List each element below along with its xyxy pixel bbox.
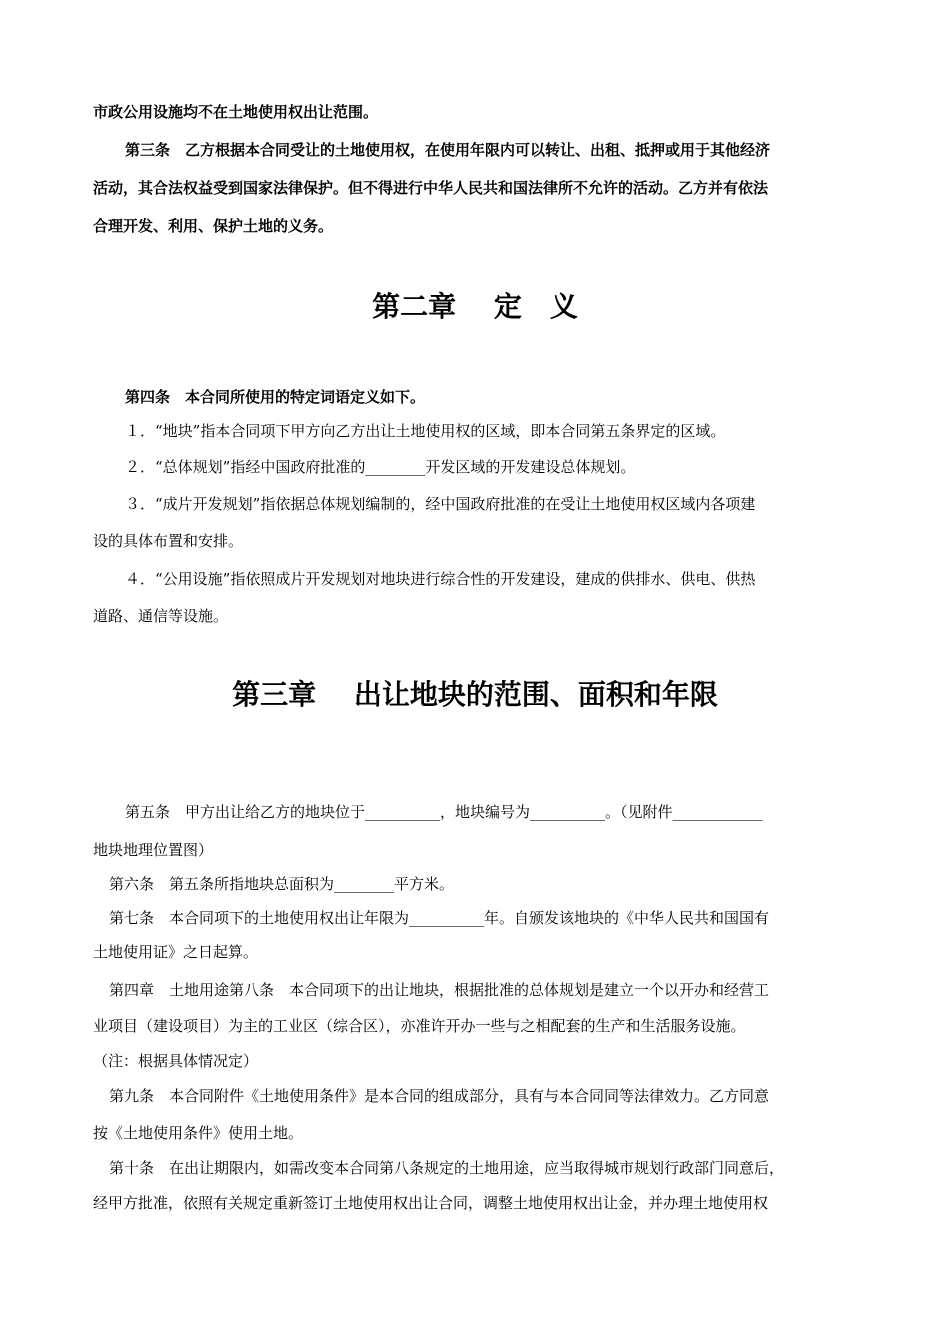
article-10-line-1: 第十条 在出让期限内，如需改变本合同第八条规定的土地用途，应当取得城市规划行政部门同意后， bbox=[109, 1159, 785, 1177]
definition-4-line-1: ４．“公用设施”指依照成片开发规划对地块进行综合性的开发建设，建成的供排水、供电、供热 bbox=[125, 570, 756, 588]
article-5-line-1: 第五条 甲方出让给乙方的地块位于__________，地块编号为__________。（见附件____________ bbox=[125, 803, 763, 821]
article-7-line-1: 第七条 本合同项下的土地使用权出让年限为__________年。自颁发该地块的《中华人民共和国国有 bbox=[109, 909, 770, 927]
article-9-line-1: 第九条 本合同附件《土地使用条件》是本合同的组成部分，具有与本合同同等法律效力。乙方同意 bbox=[109, 1087, 770, 1105]
chapter-4-article-8-line-1: 第四章 土地用途第八条 本合同项下的出让地块，根据批准的总体规划是建立一个以开办和经营工 bbox=[109, 981, 770, 999]
article-6: 第六条 第五条所指地块总面积为________平方米。 bbox=[109, 875, 455, 893]
definition-3-line-2: 设的具体布置和安排。 bbox=[93, 532, 244, 550]
chapter-4-article-8-line-2: 业项目（建设项目）为主的工业区（综合区），亦准许开办一些与之相配套的生产和生活服务设施。 bbox=[93, 1017, 746, 1035]
definition-3-line-1: ３．“成片开发规划”指依据总体规划编制的，经中国政府批准的在受让土地使用权区域内各项建 bbox=[125, 495, 756, 513]
article-4-title: 第四条 本合同所使用的特定词语定义如下。 bbox=[125, 388, 426, 406]
article-10-line-2: 经甲方批准，依照有关规定重新签订土地使用权出让合同，调整土地使用权出让金，并办理土地使用权 bbox=[93, 1194, 769, 1212]
text-line: 市政公用设施均不在土地使用权出让范围。 bbox=[93, 103, 379, 121]
article-3-line-3: 合理开发、利用、保护土地的义务。 bbox=[93, 217, 334, 235]
definition-1: １．“地块”指本合同项下甲方向乙方出让土地使用权的区域，即本合同第五条界定的区域。 bbox=[125, 422, 726, 440]
chapter-2-heading: 第二章 定 义 bbox=[372, 290, 578, 323]
definition-4-line-2: 道路、通信等设施。 bbox=[93, 607, 229, 625]
article-3-line-2: 活动，其合法权益受到国家法律保护。但不得进行中华人民共和国法律所不允许的活动。乙方并有依法 bbox=[93, 179, 769, 197]
article-8-note: （注：根据具体情况定） bbox=[93, 1052, 259, 1070]
article-3-line-1: 第三条 乙方根据本合同受让的土地使用权，在使用年限内可以转让、出租、抵押或用于其他经济 bbox=[125, 141, 771, 159]
chapter-3-heading: 第三章 出让地块的范围、面积和年限 bbox=[232, 678, 718, 711]
article-5-line-2: 地块地理位置图） bbox=[93, 841, 214, 859]
definition-2: ２．“总体规划”指经中国政府批准的________开发区域的开发建设总体规划。 bbox=[125, 458, 636, 476]
article-9-line-2: 按《土地使用条件》使用土地。 bbox=[93, 1124, 304, 1142]
article-7-line-2: 土地使用证》之日起算。 bbox=[93, 943, 259, 961]
